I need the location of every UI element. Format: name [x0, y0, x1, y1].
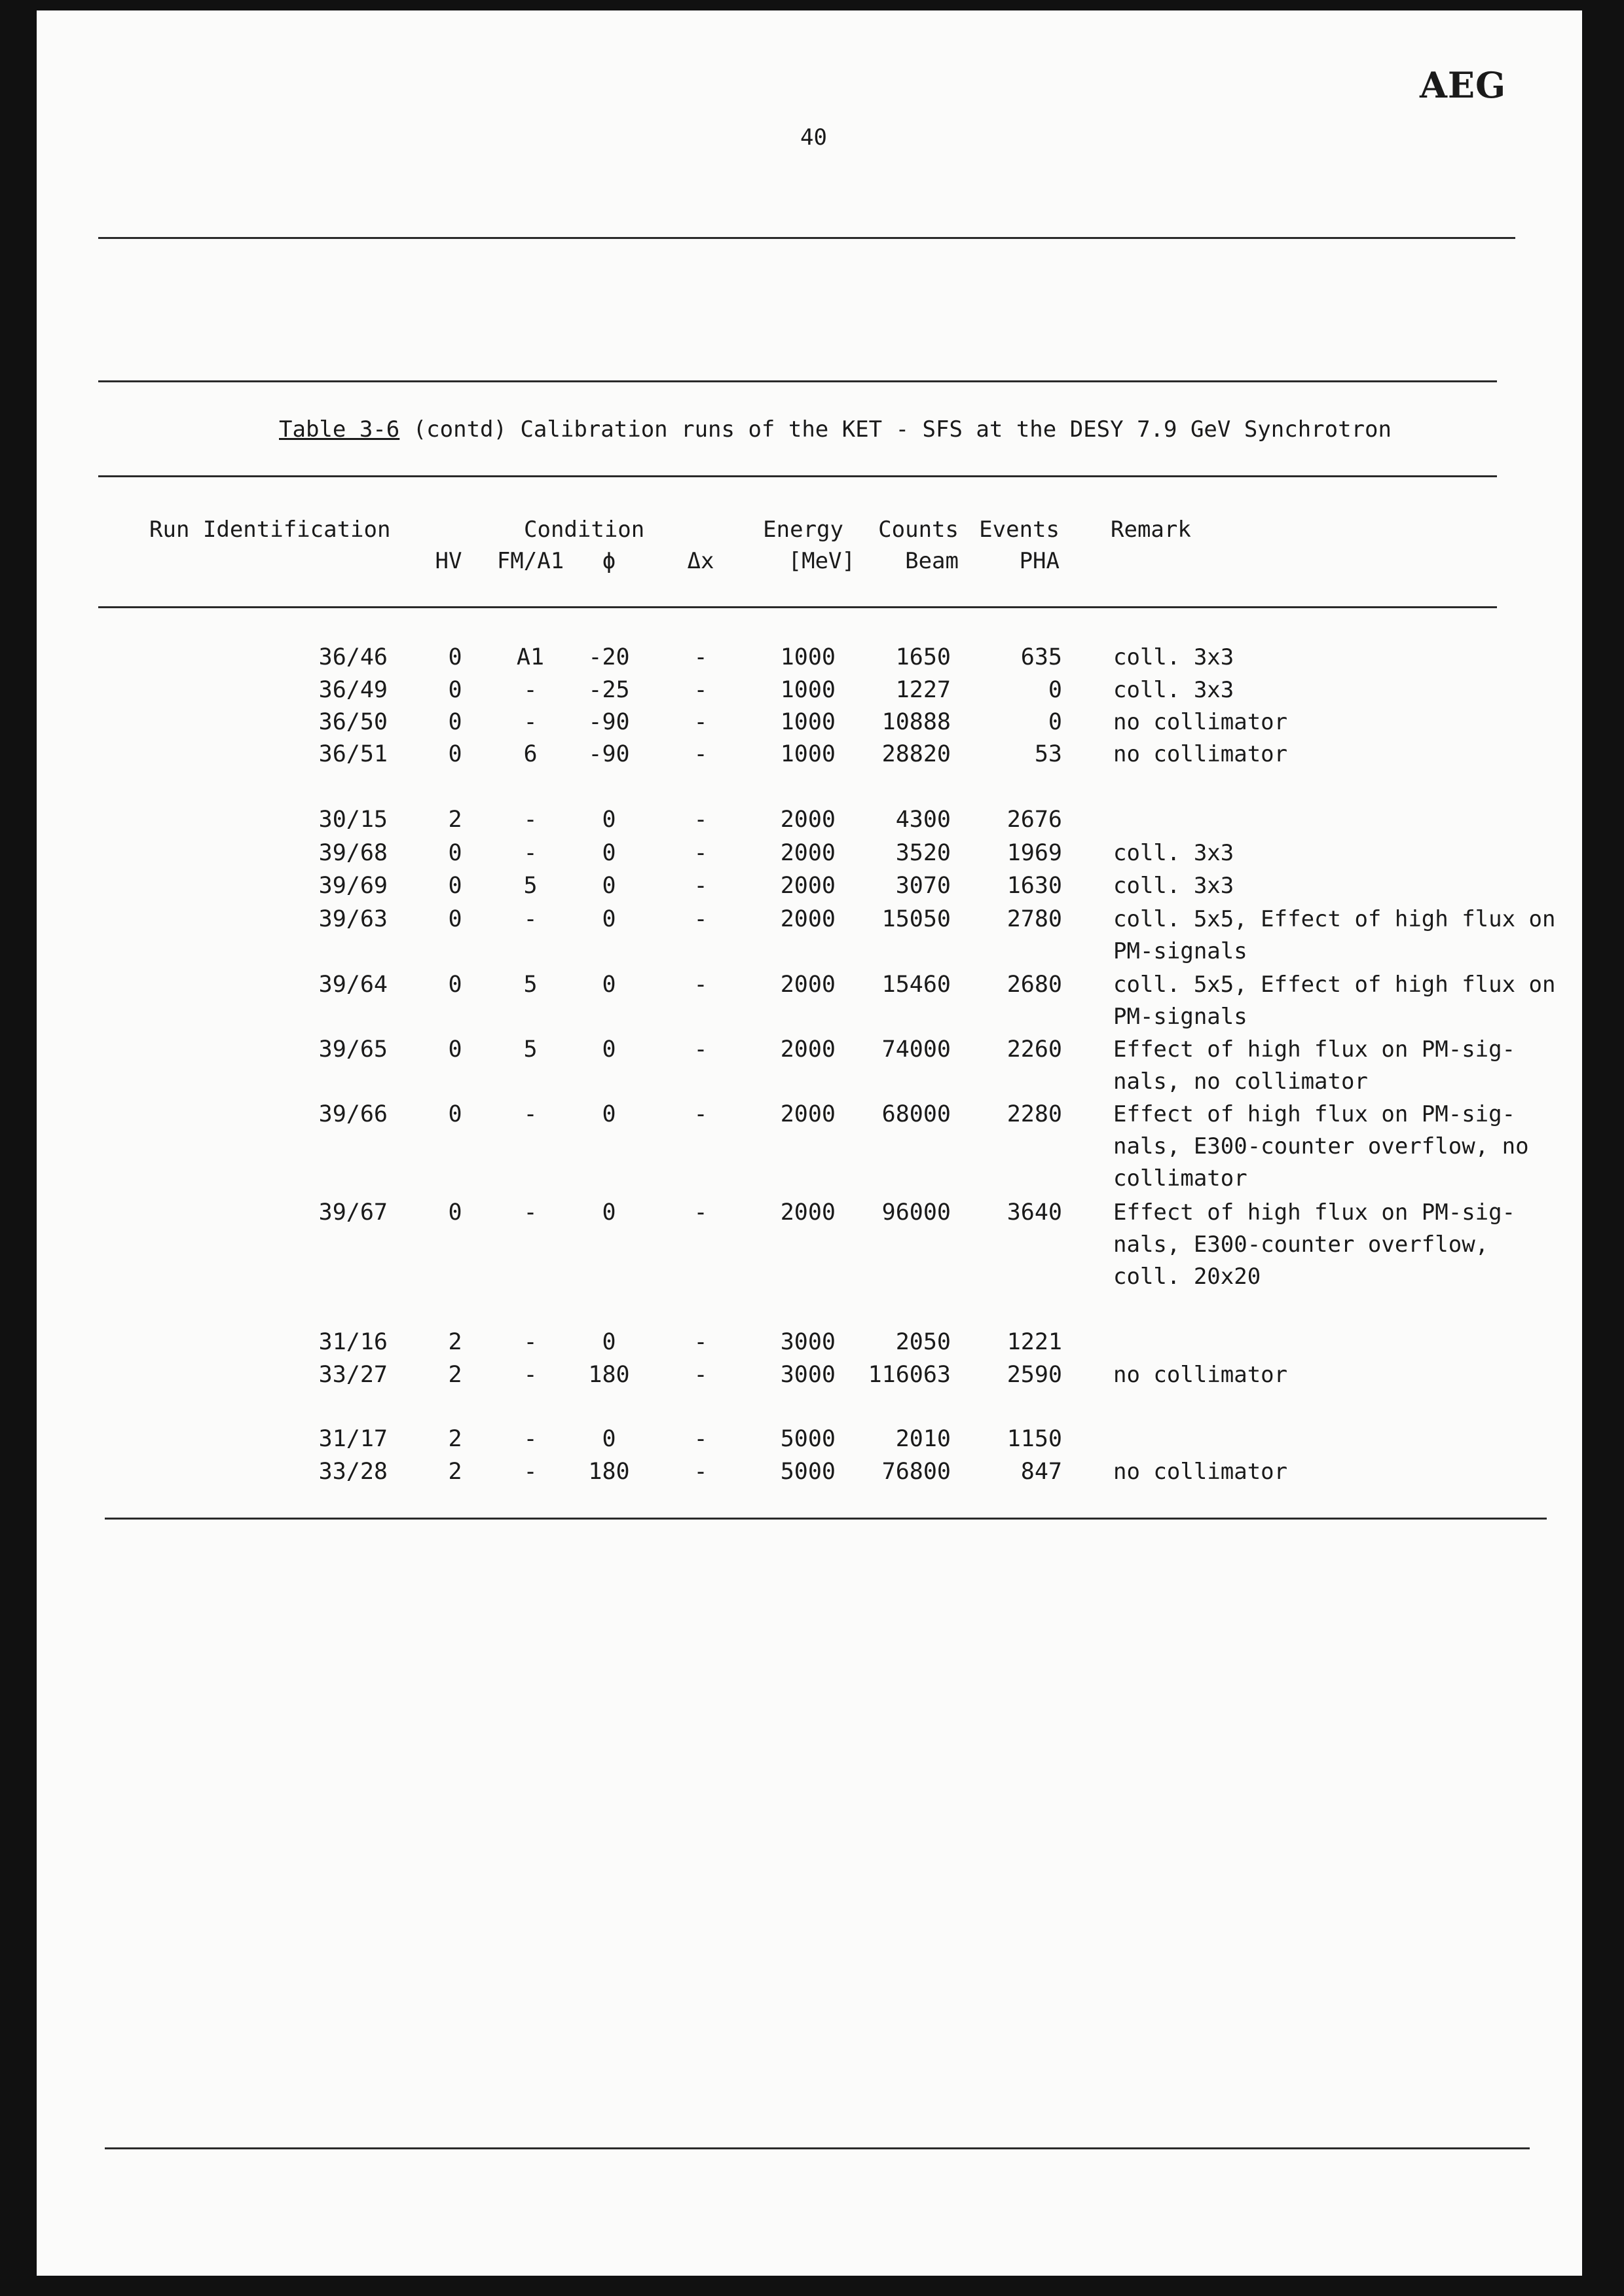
remark-line: PM-signals [1113, 938, 1247, 964]
cell-hv: 0 [448, 709, 462, 735]
cell-run: 39/64 [318, 972, 388, 998]
cell-remark [1113, 1359, 1287, 1391]
cell-remark [1113, 837, 1234, 869]
cell-hv: 0 [448, 840, 462, 866]
header-events-pha: PHA [1019, 548, 1060, 574]
cell-dx: - [693, 644, 708, 670]
cell-phi: -25 [588, 677, 630, 703]
aeg-logo: AEG [1420, 64, 1507, 106]
cell-phi: 0 [602, 1329, 616, 1355]
cell-fm: - [523, 709, 538, 735]
cell-energy: 2000 [780, 972, 836, 998]
cell-energy: 2000 [780, 807, 836, 833]
cell-run: 36/51 [318, 741, 388, 767]
cell-fm: 5 [523, 972, 538, 998]
cell-dx: - [693, 677, 708, 703]
cell-events: 0 [1048, 709, 1062, 735]
cell-remark [1113, 1456, 1287, 1488]
header-counts: Counts [878, 517, 959, 543]
cell-hv: 2 [448, 1459, 462, 1485]
cell-events: 3640 [1006, 1199, 1062, 1226]
rule-top [98, 237, 1515, 239]
cell-events: 1630 [1006, 873, 1062, 899]
remark-line: nals, no collimator [1113, 1068, 1368, 1095]
cell-hv: 0 [448, 873, 462, 899]
cell-fm: - [523, 677, 538, 703]
cell-hv: 0 [448, 741, 462, 767]
cell-counts: 15460 [881, 972, 951, 998]
cell-energy: 2000 [780, 1036, 836, 1063]
cell-remark [1113, 738, 1287, 771]
remark-line: Effect of high flux on PM-sig- [1113, 1101, 1516, 1127]
remark-line: coll. 5x5, Effect of high flux on [1113, 906, 1556, 932]
cell-phi: -90 [588, 709, 630, 735]
cell-dx: - [693, 807, 708, 833]
cell-fm: - [523, 1362, 538, 1388]
cell-remark [1113, 969, 1556, 1033]
cell-events: 1221 [1006, 1329, 1062, 1355]
cell-phi: 0 [602, 873, 616, 899]
remark-line: coll. 20x20 [1113, 1264, 1261, 1290]
remark-line: PM-signals [1113, 1004, 1247, 1030]
cell-fm: - [523, 1101, 538, 1127]
cell-phi: 0 [602, 807, 616, 833]
cell-remark [1113, 870, 1234, 902]
cell-energy: 1000 [780, 709, 836, 735]
header-events: Events [979, 517, 1060, 543]
remark-line: coll. 3x3 [1113, 840, 1234, 866]
cell-counts: 4300 [895, 807, 951, 833]
cell-dx: - [693, 1036, 708, 1063]
cell-dx: - [693, 1362, 708, 1388]
header-run-identification: Run Identification [149, 517, 391, 543]
cell-energy: 2000 [780, 1101, 836, 1127]
rule-page-bottom [105, 2147, 1530, 2149]
cell-counts: 2050 [895, 1329, 951, 1355]
cell-remark [1113, 1197, 1515, 1293]
cell-hv: 2 [448, 1329, 462, 1355]
cell-counts: 15050 [881, 906, 951, 932]
header-counts-beam: Beam [905, 548, 959, 574]
cell-energy: 3000 [780, 1362, 836, 1388]
remark-line: no collimator [1113, 709, 1288, 735]
header-remark: Remark [1111, 517, 1191, 543]
header-hv: HV [435, 548, 462, 574]
cell-remark [1113, 674, 1234, 706]
cell-energy: 2000 [780, 840, 836, 866]
cell-hv: 2 [448, 807, 462, 833]
cell-run: 31/16 [318, 1329, 388, 1355]
cell-events: 847 [1020, 1459, 1062, 1485]
remark-line: coll. 3x3 [1113, 644, 1234, 670]
header-energy: Energy [763, 517, 843, 543]
cell-fm: 5 [523, 873, 538, 899]
cell-run: 39/63 [318, 906, 388, 932]
cell-fm: - [523, 1459, 538, 1485]
cell-phi: 0 [602, 1426, 616, 1452]
cell-run: 39/68 [318, 840, 388, 866]
cell-events: 2676 [1006, 807, 1062, 833]
cell-phi: 0 [602, 1101, 616, 1127]
cell-counts: 68000 [881, 1101, 951, 1127]
cell-fm: - [523, 1199, 538, 1226]
cell-events: 1150 [1006, 1426, 1062, 1452]
header-delta-x: Δx [687, 548, 714, 574]
cell-counts: 10888 [881, 709, 951, 735]
cell-phi: 180 [588, 1362, 630, 1388]
rule-table-bottom [105, 1518, 1547, 1520]
cell-energy: 2000 [780, 1199, 836, 1226]
cell-events: 53 [1034, 741, 1062, 767]
cell-dx: - [693, 1426, 708, 1452]
cell-counts: 28820 [881, 741, 951, 767]
cell-remark [1113, 1034, 1515, 1098]
cell-fm: - [523, 906, 538, 932]
cell-run: 39/66 [318, 1101, 388, 1127]
cell-run: 39/69 [318, 873, 388, 899]
cell-fm: A1 [516, 644, 545, 670]
cell-phi: 180 [588, 1459, 630, 1485]
cell-fm: - [523, 1426, 538, 1452]
cell-remark [1113, 642, 1234, 674]
cell-dx: - [693, 1459, 708, 1485]
cell-hv: 0 [448, 644, 462, 670]
remark-line: coll. 3x3 [1113, 677, 1234, 703]
cell-energy: 5000 [780, 1459, 836, 1485]
cell-events: 2680 [1006, 972, 1062, 998]
table-caption-text: (contd) Calibration runs of the KET - SFS at the DESY 7.9 GeV Synchrotron [399, 416, 1392, 443]
rule-caption-bottom [98, 475, 1497, 477]
cell-hv: 2 [448, 1426, 462, 1452]
cell-run: 36/49 [318, 677, 388, 703]
remark-line: Effect of high flux on PM-sig- [1113, 1199, 1516, 1226]
cell-dx: - [693, 972, 708, 998]
remark-line: nals, E300-counter overflow, [1113, 1231, 1489, 1258]
cell-counts: 116063 [868, 1362, 951, 1388]
cell-counts: 2010 [895, 1426, 951, 1452]
cell-counts: 76800 [881, 1459, 951, 1485]
cell-counts: 3070 [895, 873, 951, 899]
table-caption-label: Table 3-6 [279, 416, 400, 443]
cell-run: 36/50 [318, 709, 388, 735]
cell-hv: 0 [448, 1199, 462, 1226]
cell-dx: - [693, 906, 708, 932]
cell-fm: - [523, 807, 538, 833]
cell-remark [1113, 903, 1556, 968]
cell-events: 2280 [1006, 1101, 1062, 1127]
cell-hv: 0 [448, 677, 462, 703]
cell-counts: 3520 [895, 840, 951, 866]
cell-events: 635 [1020, 644, 1062, 670]
cell-hv: 0 [448, 906, 462, 932]
cell-run: 30/15 [318, 807, 388, 833]
cell-counts: 1650 [895, 644, 951, 670]
rule-table-top [98, 380, 1497, 382]
cell-dx: - [693, 873, 708, 899]
cell-events: 2590 [1006, 1362, 1062, 1388]
cell-dx: - [693, 1101, 708, 1127]
cell-phi: -90 [588, 741, 630, 767]
page-number: 40 [800, 124, 827, 151]
cell-remark [1113, 706, 1287, 738]
remark-line: nals, E300-counter overflow, no [1113, 1133, 1529, 1159]
cell-run: 36/46 [318, 644, 388, 670]
header-phi: ϕ [602, 548, 616, 574]
cell-run: 39/67 [318, 1199, 388, 1226]
cell-events: 0 [1048, 677, 1062, 703]
cell-counts: 74000 [881, 1036, 951, 1063]
header-fm-a1: FM/A1 [496, 548, 564, 574]
cell-run: 33/28 [318, 1459, 388, 1485]
cell-phi: 0 [602, 906, 616, 932]
cell-run: 39/65 [318, 1036, 388, 1063]
cell-remark [1113, 1099, 1529, 1195]
header-condition: Condition [524, 517, 645, 543]
remark-line: coll. 3x3 [1113, 873, 1234, 899]
cell-phi: 0 [602, 1199, 616, 1226]
cell-counts: 1227 [895, 677, 951, 703]
cell-run: 31/17 [318, 1426, 388, 1452]
cell-hv: 0 [448, 1036, 462, 1063]
cell-fm: 6 [523, 741, 538, 767]
table-caption [279, 416, 1392, 443]
cell-phi: 0 [602, 972, 616, 998]
cell-dx: - [693, 709, 708, 735]
cell-events: 1969 [1006, 840, 1062, 866]
cell-counts: 96000 [881, 1199, 951, 1226]
cell-energy: 1000 [780, 677, 836, 703]
cell-phi: 0 [602, 1036, 616, 1063]
cell-energy: 1000 [780, 741, 836, 767]
remark-line: no collimator [1113, 741, 1288, 767]
cell-fm: - [523, 840, 538, 866]
cell-hv: 2 [448, 1362, 462, 1388]
header-energy-unit: [MeV] [788, 548, 855, 574]
cell-fm: 5 [523, 1036, 538, 1063]
remark-line: no collimator [1113, 1362, 1288, 1388]
cell-energy: 1000 [780, 644, 836, 670]
cell-fm: - [523, 1329, 538, 1355]
cell-energy: 2000 [780, 906, 836, 932]
cell-dx: - [693, 1329, 708, 1355]
cell-energy: 3000 [780, 1329, 836, 1355]
cell-phi: -20 [588, 644, 630, 670]
cell-hv: 0 [448, 1101, 462, 1127]
cell-energy: 2000 [780, 873, 836, 899]
remark-line: coll. 5x5, Effect of high flux on [1113, 972, 1556, 998]
remark-line: collimator [1113, 1165, 1247, 1192]
cell-dx: - [693, 741, 708, 767]
cell-run: 33/27 [318, 1362, 388, 1388]
cell-energy: 5000 [780, 1426, 836, 1452]
cell-events: 2780 [1006, 906, 1062, 932]
cell-hv: 0 [448, 972, 462, 998]
remark-line: Effect of high flux on PM-sig- [1113, 1036, 1516, 1063]
cell-dx: - [693, 1199, 708, 1226]
remark-line: no collimator [1113, 1459, 1288, 1485]
cell-dx: - [693, 840, 708, 866]
cell-events: 2260 [1006, 1036, 1062, 1063]
rule-header-bottom [98, 606, 1497, 608]
cell-phi: 0 [602, 840, 616, 866]
